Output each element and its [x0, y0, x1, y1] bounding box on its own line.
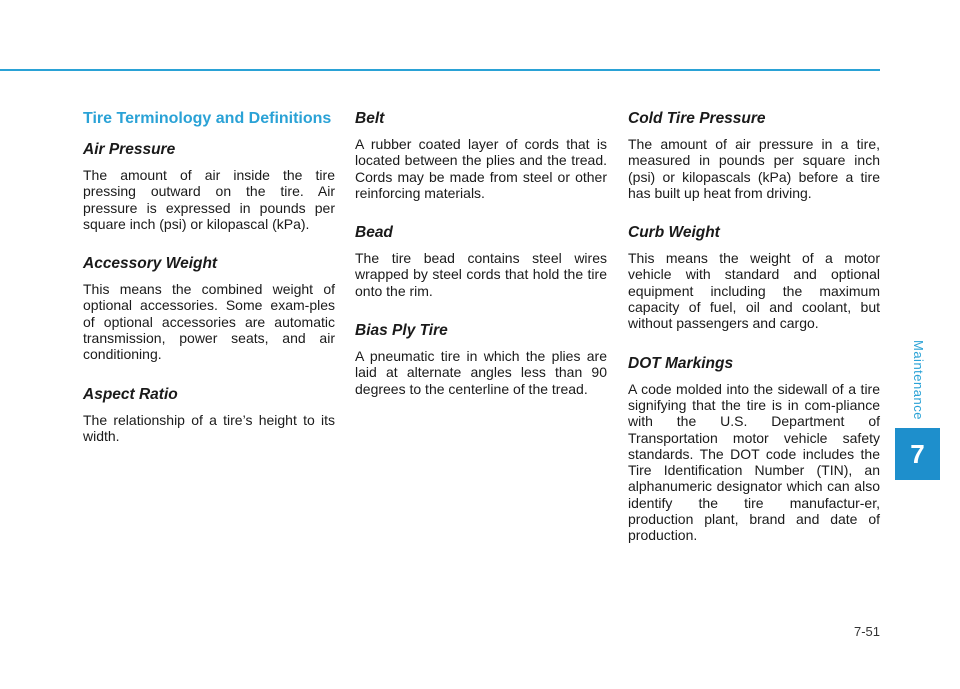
- column-3: [628, 110, 880, 567]
- side-tab: [895, 0, 960, 689]
- term-body-aspect-ratio: The relationship of a tire’s height to its width.: [83, 411, 335, 444]
- term-body-cold-tire-pressure: The amount of air pressure in a tire, measured in pounds per square inch (psi) or kilopascals (kPa) before a tire has built up heat from driving.: [628, 136, 880, 201]
- section-title: Tire Terminology and Definitions: [83, 110, 332, 127]
- term-body-bias-ply-tire: A pneumatic tire in which the plies are laid at alternate angles less than 90 degrees to the centerline of the tread.: [355, 348, 607, 397]
- chapter-label: Maintenance: [911, 340, 926, 420]
- term-body-belt: A rubber coated layer of cords that is located between the plies and the tread. Cords may be made from steel or other reinforcing materials.: [355, 136, 607, 201]
- chapter-number: 7: [910, 438, 925, 469]
- term-heading-aspect-ratio: Aspect Ratio: [83, 385, 178, 403]
- column-1: [83, 110, 335, 467]
- term-heading-cold-tire-pressure: Cold Tire Pressure: [628, 110, 766, 127]
- term-body-air-pressure: The amount of air inside the tire pressing outward on the tire. Air pressure is expressed in pounds per square inch (psi) or kilopascal (kPa).: [83, 167, 335, 232]
- term-heading-curb-weight: Curb Weight: [628, 224, 720, 242]
- term-heading-bead: Bead: [355, 224, 393, 242]
- page-number: 7-51: [853, 624, 880, 639]
- term-body-dot-markings: A code molded into the sidewall of a tire signifying that the tire is in com-pliance with the U.S. Department of Transportation motor vehicle safety standards. The DOT code includes the Tire Identification Number (TIN), an alphanumeric designator which can also identify the tire manufactur-er, production plant, brand and date of production.: [628, 380, 880, 544]
- term-body-bead: The tire bead contains steel wires wrapped by steel cords that hold the tire onto the rim.: [355, 250, 607, 299]
- term-heading-dot-markings: DOT Markings: [628, 354, 734, 372]
- term-heading-accessory-weight: Accessory Weight: [83, 255, 218, 273]
- term-body-curb-weight: This means the weight of a motor vehicle with standard and optional equipment including the maximum capacity of fuel, oil and coolant, but without passengers and cargo.: [628, 250, 880, 332]
- chapter-number-badge: [895, 428, 940, 480]
- column-2: [355, 110, 607, 420]
- term-body-accessory-weight: This means the combined weight of optional accessories. Some exam-ples of optional accessories are automatic transmission, power seats, and air conditioning.: [83, 281, 335, 363]
- term-heading-bias-ply-tire: Bias Ply Tire: [355, 322, 448, 340]
- term-heading-belt: Belt: [355, 110, 385, 127]
- header-rule: [0, 69, 880, 71]
- term-heading-air-pressure: Air Pressure: [83, 141, 176, 158]
